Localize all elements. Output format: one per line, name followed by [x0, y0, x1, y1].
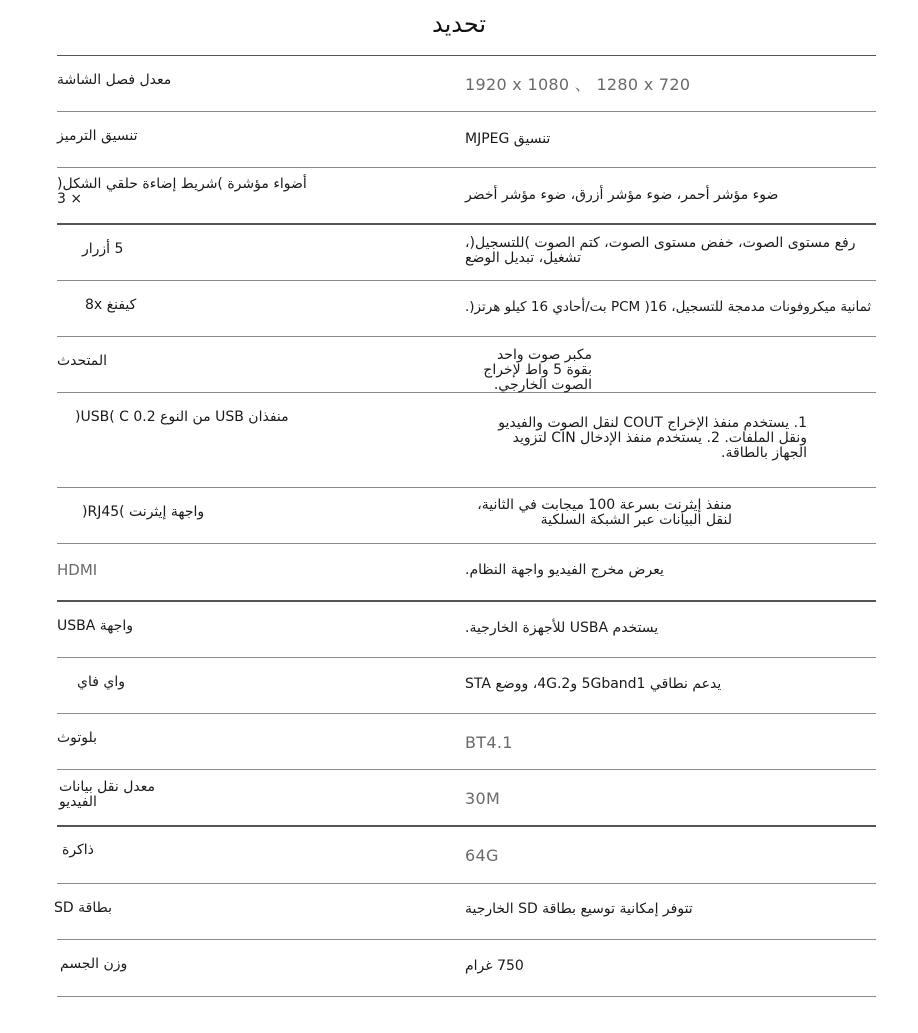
- spec-label: معدل فصل الشاشة: [57, 72, 172, 88]
- spec-row-microphones: [57, 281, 876, 337]
- spec-label: واجهة USBA: [57, 618, 134, 634]
- spec-row-resolution: [57, 56, 876, 112]
- spec-row-wifi: [57, 658, 876, 714]
- spec-label: معدل نقل بيانات الفيديو: [59, 779, 155, 810]
- spec-table: [54, 55, 876, 997]
- spec-value: 750 غرام: [465, 958, 524, 974]
- spec-label: واي فاي: [77, 674, 125, 690]
- spec-value: تنسيق MJPEG: [465, 131, 551, 147]
- spec-value: ضوء مؤشر أحمر، ضوء مؤشر أزرق، ضوء مؤشر أخضر: [465, 187, 779, 203]
- spec-label: المتحدث: [57, 353, 108, 369]
- spec-value: BT4.1: [465, 733, 513, 752]
- spec-value: رفع مستوى الصوت، خفض مستوى الصوت، كتم الصوت )للتسجيل(، تشغيل، تبديل الوضع: [465, 235, 856, 266]
- spec-label: بطاقة SD: [54, 900, 112, 916]
- spec-label: منفذان USB من النوع USB( C 0.2(: [75, 409, 289, 425]
- spec-value: 1. يستخدم منفذ الإخراج COUT لنقل الصوت والفيديو ونقل الملفات. 2. يستخدم منفذ الإدخال CIN لتزويد الجهاز بالطاقة.: [498, 415, 807, 461]
- spec-value: يستخدم USBA للأجهزة الخارجية.: [465, 620, 659, 636]
- spec-value: يدعم نطاقي 5Gband1 و4G.2، ووضع STA: [465, 676, 722, 692]
- spec-row-video-bitrate: [57, 770, 876, 827]
- spec-value: 30M: [465, 789, 501, 808]
- spec-row-speaker: [57, 337, 876, 393]
- spec-row-indicator-lights: [57, 168, 876, 225]
- spec-value: مكبر صوت واحد بقوة 5 واط لإخراج الصوت الخارجي.: [483, 347, 592, 393]
- spec-value: 64G: [465, 846, 499, 865]
- spec-label: ذاكرة: [62, 842, 94, 858]
- page-title: تحديد: [431, 10, 487, 38]
- spec-label: واجهة إيثرنت )RJ45(: [82, 504, 205, 520]
- spec-value: منفذ إيثرنت بسرعة 100 ميجابت في الثانية، لنقل البيانات عبر الشبكة السلكية: [477, 497, 732, 528]
- spec-row-buttons: [57, 225, 876, 281]
- spec-row-encoding: [57, 112, 876, 168]
- spec-row-ethernet: [57, 488, 876, 544]
- spec-row-memory: [57, 827, 876, 884]
- spec-label: أضواء مؤشرة )شريط إضاءة حلقي الشكل( × 3: [57, 176, 307, 207]
- spec-label: بلوتوث: [57, 730, 98, 746]
- spec-row-hdmi: [57, 544, 876, 602]
- spec-row-sd-card: [54, 884, 876, 940]
- spec-label: وزن الجسم: [60, 956, 128, 972]
- spec-row-bluetooth: [57, 714, 876, 770]
- spec-row-weight: [57, 940, 876, 997]
- spec-label: HDMI: [57, 561, 98, 579]
- spec-row-usba: [57, 602, 876, 658]
- spec-value: ثمانية ميكروفونات مدمجة للتسجيل، PCM )16 بت/أحادي 16 كيلو هرتز(.: [465, 299, 872, 315]
- spec-row-usb-c: [57, 393, 876, 488]
- spec-label: كيفنغ 8x: [85, 297, 137, 313]
- spec-label: 5 أزرار: [82, 241, 124, 257]
- spec-value: 1920 x 1080 、 1280 x 720: [465, 75, 691, 94]
- spec-label: تنسيق الترميز: [57, 128, 138, 144]
- spec-value: تتوفر إمكانية توسيع بطاقة SD الخارجية: [465, 901, 693, 917]
- spec-value: يعرض مخرج الفيديو واجهة النظام.: [465, 562, 664, 578]
